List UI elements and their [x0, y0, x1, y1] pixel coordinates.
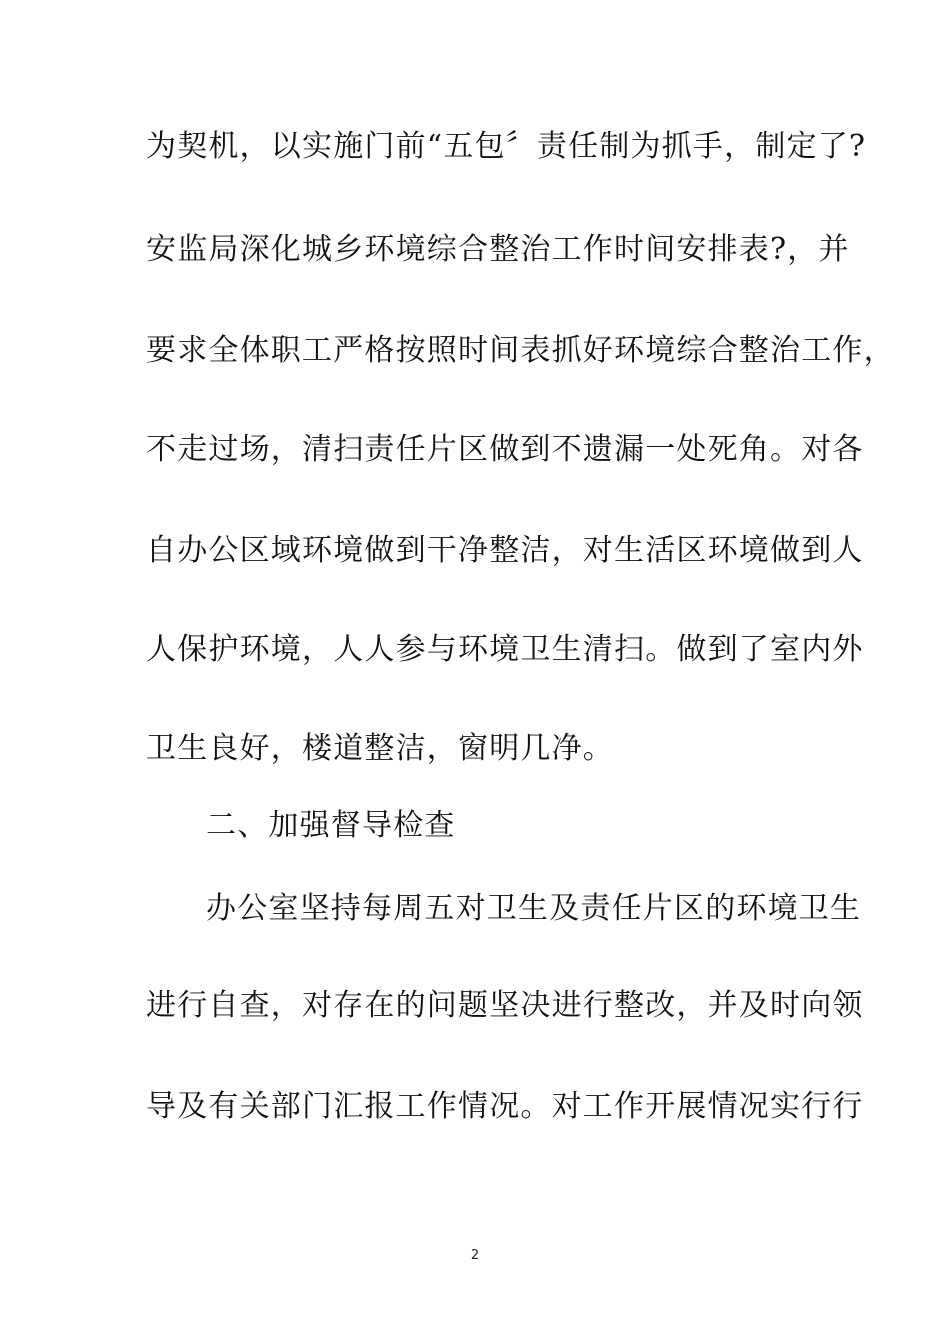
body-line: 卫生良好，楼道整洁，窗明几净。: [146, 731, 614, 766]
body-line: 办公室坚持每周五对卫生及责任片区的环境卫生: [206, 891, 862, 926]
section-heading: 二、加强督导检查: [206, 808, 456, 843]
body-line: 进行自查，对存在的问题坚决进行整改，并及时向领: [146, 988, 864, 1023]
body-line: 人保护环境，人人参与环境卫生清扫。做到了室内外: [146, 632, 864, 667]
body-line: 为契机，以实施门前“五包〞责任制为抓手，制定了?: [146, 129, 867, 164]
page-number: 2: [470, 1248, 480, 1263]
body-line: 要求全体职工严格按照时间表抓好环境综合整治工作，: [146, 333, 895, 368]
body-line: 不走过场，清扫责任片区做到不遗漏一处死角。对各: [146, 432, 864, 467]
body-line: 导及有关部门汇报工作情况。对工作开展情况实行行: [146, 1089, 864, 1124]
body-line: 自办公区域环境做到干净整洁，对生活区环境做到人: [146, 533, 864, 568]
body-line: 安监局深化城乡环境综合整治工作时间安排表?，并: [146, 232, 850, 267]
